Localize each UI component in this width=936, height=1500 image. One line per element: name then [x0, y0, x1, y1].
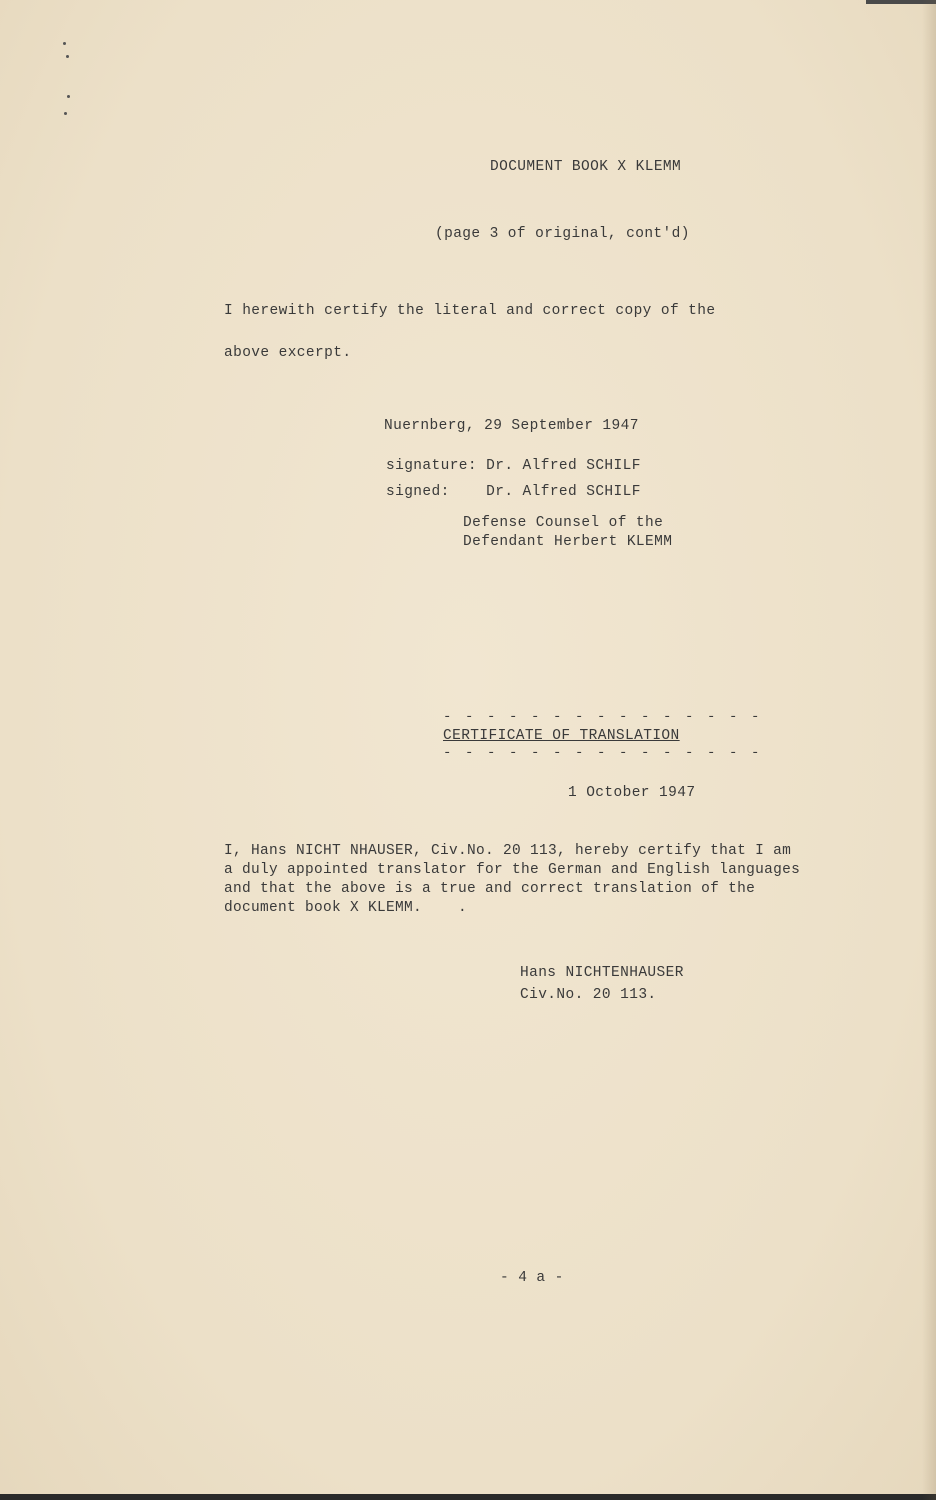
- certificate-body-line: a duly appointed translator for the German and English languages: [224, 862, 801, 878]
- page-reference: (page 3 of original, cont'd): [435, 226, 690, 242]
- document-title: DOCUMENT BOOK X KLEMM: [490, 159, 682, 175]
- punch-mark: [63, 42, 66, 45]
- page-edge-bottom: [0, 1494, 936, 1500]
- certificate-body-line: I, Hans NICHT NHAUSER, Civ.No. 20 113, hereby certify that I am: [224, 843, 792, 859]
- translator-name: Hans NICHTENHAUSER: [520, 965, 684, 981]
- punch-mark: [67, 95, 70, 98]
- certification-line-2: above excerpt.: [224, 345, 352, 361]
- signed-line: signed: Dr. Alfred SCHILF: [386, 484, 641, 500]
- page-edge-shadow: [866, 0, 936, 4]
- certificate-date: 1 October 1947: [568, 785, 696, 801]
- certificate-heading: CERTIFICATE OF TRANSLATION: [443, 728, 680, 744]
- certificate-body: [224, 842, 800, 918]
- certification-line-1: I herewith certify the literal and correct copy of the: [224, 303, 716, 319]
- page-number: - 4 a -: [500, 1270, 564, 1286]
- role-line-2: Defendant Herbert KLEMM: [463, 534, 673, 550]
- dash-rule-top: - - - - - - - - - - - - - - -: [443, 709, 763, 725]
- punch-mark: [66, 55, 69, 58]
- role-line-1: Defense Counsel of the: [463, 515, 664, 531]
- signature-line: signature: Dr. Alfred SCHILF: [386, 458, 641, 474]
- place-date: Nuernberg, 29 September 1947: [384, 418, 639, 434]
- translator-civ-number: Civ.No. 20 113.: [520, 987, 657, 1003]
- certificate-body-line: and that the above is a true and correct translation of the: [224, 881, 756, 897]
- certificate-body-line: document book X KLEMM. .: [224, 900, 468, 916]
- punch-mark: [64, 112, 67, 115]
- dash-rule-bottom: - - - - - - - - - - - - - - -: [443, 745, 763, 761]
